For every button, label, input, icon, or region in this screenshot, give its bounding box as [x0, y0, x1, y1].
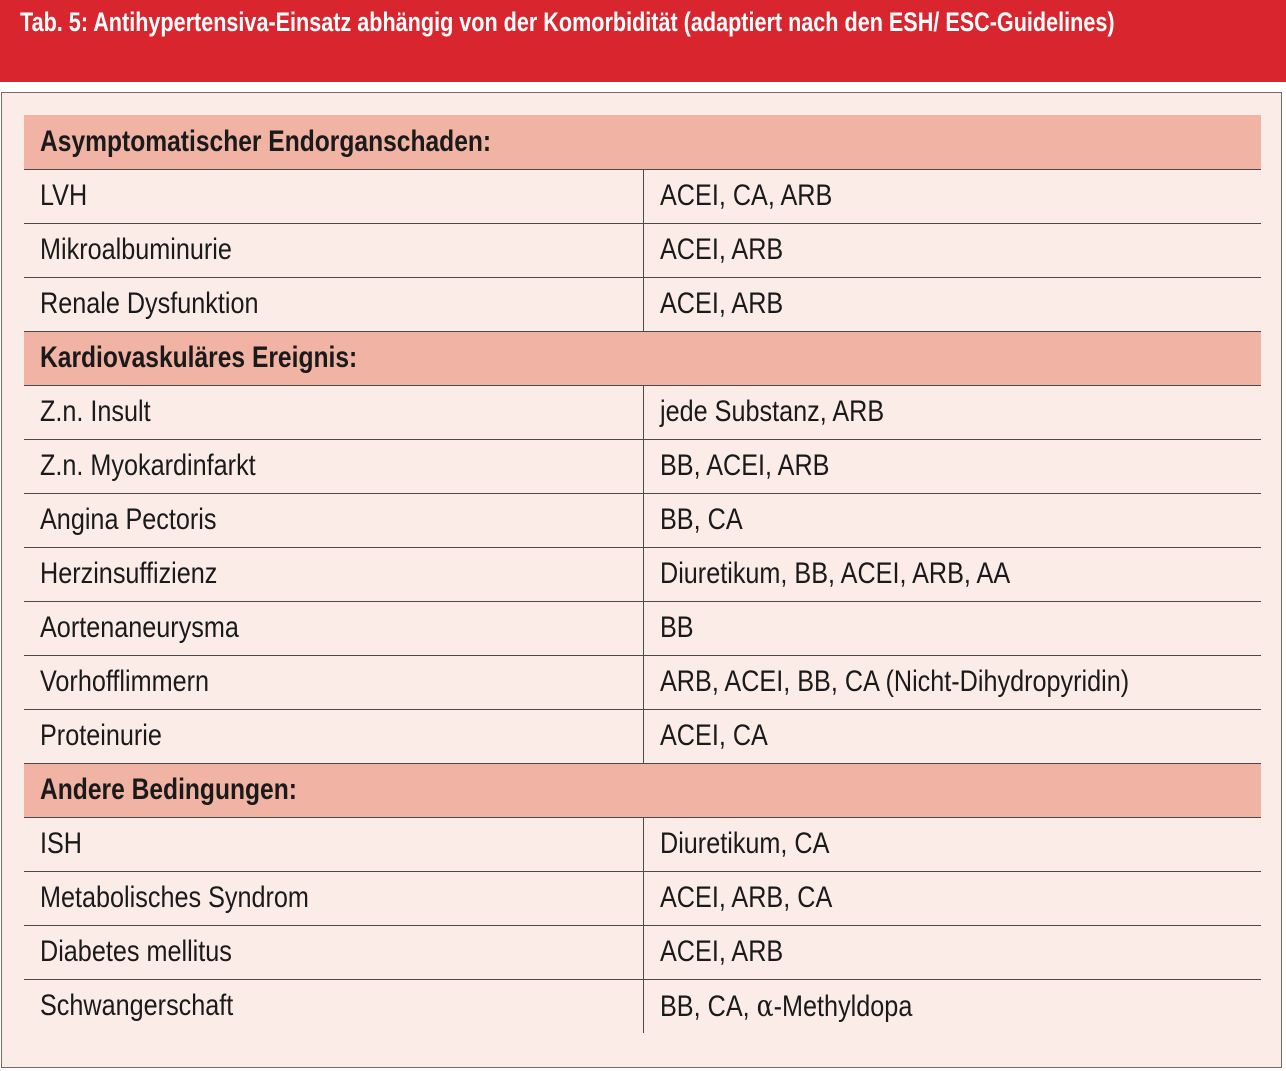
- condition-cell: Z.n. Insult: [24, 385, 643, 439]
- condition-cell: LVH: [24, 169, 643, 223]
- table-row: [24, 223, 1261, 277]
- table-row: [24, 655, 1261, 709]
- therapy-cell: ACEI, CA, ARB: [643, 169, 1261, 223]
- condition-cell: Schwangerschaft: [24, 979, 643, 1033]
- section-heading: Kardiovaskuläres Ereignis:: [24, 331, 1261, 385]
- section-header-row: [24, 331, 1261, 385]
- condition-cell: Vorhofflimmern: [24, 655, 643, 709]
- comorbidity-table: [24, 115, 1261, 1033]
- section-header-row: [24, 763, 1261, 817]
- therapy-cell: BB: [643, 601, 1261, 655]
- table-row: [24, 925, 1261, 979]
- condition-cell: ISH: [24, 817, 643, 871]
- table-row: [24, 709, 1261, 763]
- condition-cell: Proteinurie: [24, 709, 643, 763]
- table-row: [24, 871, 1261, 925]
- condition-cell: Diabetes mellitus: [24, 925, 643, 979]
- therapy-cell: ACEI, ARB: [643, 277, 1261, 331]
- table-row: [24, 385, 1261, 439]
- condition-cell: Aortenaneurysma: [24, 601, 643, 655]
- therapy-cell: ACEI, ARB: [643, 925, 1261, 979]
- therapy-suffix: -Methyldopa: [773, 989, 912, 1023]
- table-row: [24, 547, 1261, 601]
- therapy-prefix: BB, CA,: [659, 989, 757, 1023]
- table-row: [24, 439, 1261, 493]
- therapy-cell: ARB, ACEI, BB, CA (Nicht-Dihydropyridin): [643, 655, 1261, 709]
- condition-cell: Angina Pectoris: [24, 493, 643, 547]
- section-heading: Asymptomatischer Endorganschaden:: [24, 115, 1261, 169]
- therapy-cell: Diuretikum, CA: [643, 817, 1261, 871]
- table-row: [24, 817, 1261, 871]
- therapy-cell: ACEI, ARB: [643, 223, 1261, 277]
- table-caption: Tab. 5: Antihypertensiva-Einsatz abhängig von der Komorbidität (adaptiert nach den ESH/ ESC-Guidelines): [20, 7, 1115, 37]
- therapy-cell: BB, ACEI, ARB: [643, 439, 1261, 493]
- table-row: [24, 277, 1261, 331]
- therapy-cell: ACEI, ARB, CA: [643, 871, 1261, 925]
- table-caption-banner: [0, 0, 1286, 82]
- table-row: [24, 601, 1261, 655]
- table-row: [24, 169, 1261, 223]
- condition-cell: Herzinsuffizienz: [24, 547, 643, 601]
- therapy-cell: jede Substanz, ARB: [643, 385, 1261, 439]
- table-panel: [1, 92, 1282, 1068]
- therapy-cell: [643, 979, 1261, 1033]
- table-row: [24, 979, 1261, 1033]
- alpha-symbol: α: [756, 988, 774, 1024]
- therapy-cell: ACEI, CA: [643, 709, 1261, 763]
- condition-cell: Metabolisches Syndrom: [24, 871, 643, 925]
- condition-cell: Mikroalbuminurie: [24, 223, 643, 277]
- section-header-row: [24, 115, 1261, 169]
- section-heading: Andere Bedingungen:: [24, 763, 1261, 817]
- table-row: [24, 493, 1261, 547]
- condition-cell: Z.n. Myokardinfarkt: [24, 439, 643, 493]
- therapy-cell: Diuretikum, BB, ACEI, ARB, AA: [643, 547, 1261, 601]
- therapy-cell: BB, CA: [643, 493, 1261, 547]
- condition-cell: Renale Dysfunktion: [24, 277, 643, 331]
